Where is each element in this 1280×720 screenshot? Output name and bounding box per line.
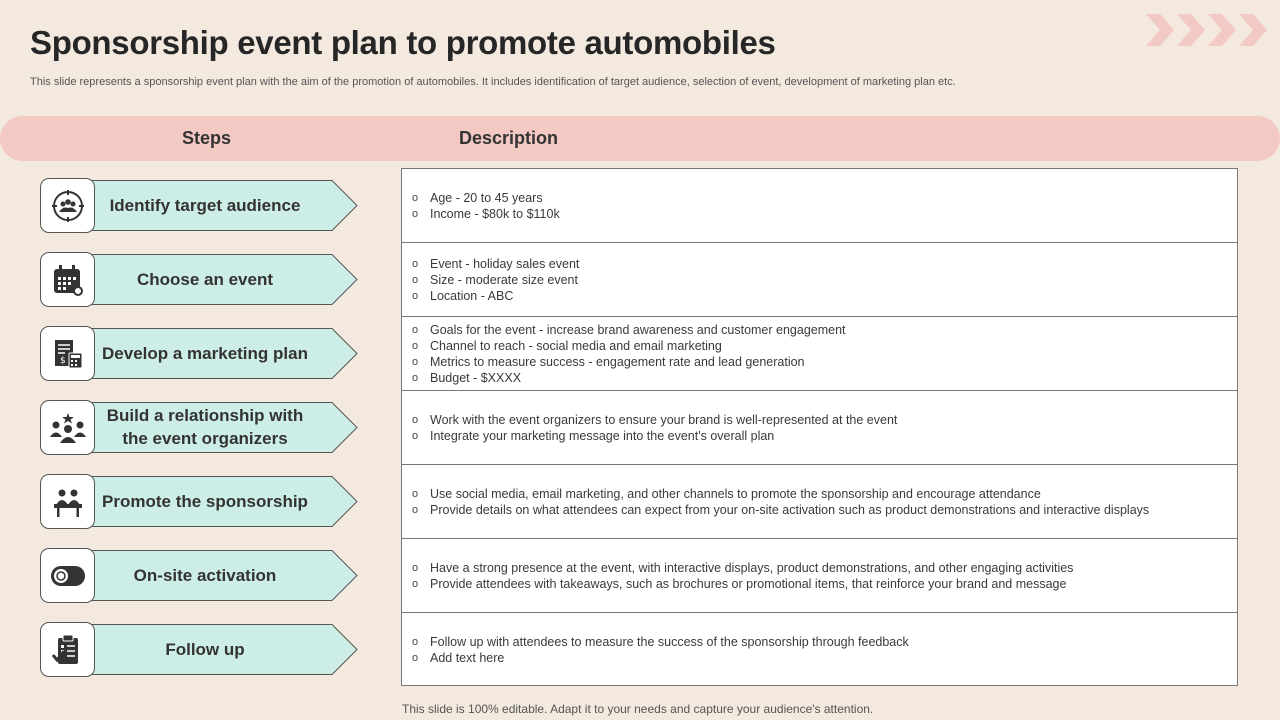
step-build-relationship — [40, 400, 360, 456]
list-item: o Follow up with attendees to measure the success of the sponsorship through feedback — [412, 635, 909, 649]
description-table — [401, 168, 1238, 686]
step-identify-target-audience — [40, 178, 360, 234]
list-item: o Goals for the event - increase brand awareness and customer engagement — [412, 322, 846, 337]
page-title: Sponsorship event plan to promote automobiles — [30, 24, 776, 61]
step-on-site-activation — [40, 548, 360, 604]
table-row — [402, 465, 1237, 539]
budget-document-icon — [40, 326, 95, 381]
list-item: o Budget - $XXXX — [412, 370, 522, 385]
table-row — [402, 613, 1237, 687]
list-item: o Channel to reach - social media and email marketing — [412, 338, 722, 353]
step-label: Promote the sponsorship — [102, 491, 308, 511]
list-item: o Size - moderate size event — [412, 272, 578, 287]
table-row — [402, 317, 1237, 391]
steps-header: Steps — [182, 128, 232, 148]
list-item: o Add text here — [412, 651, 505, 665]
list-item: o Provide attendees with takeaways, such as brochures or promotional items, that reinforce your brand and message — [412, 576, 1067, 591]
description-header: Description — [459, 128, 559, 148]
list-item: o Have a strong presence at the event, with interactive displays, product demonstrations, and other engaging activities — [412, 560, 1074, 575]
decorative-chevrons-icon — [1146, 14, 1270, 46]
checklist-icon — [40, 622, 95, 677]
step-promote-sponsorship — [40, 474, 360, 530]
step-label: Build a relationship with the event organizers — [106, 406, 304, 448]
list-item: o Provide details on what attendees can expect from your on-site activation such as product demonstrations and interactive displays — [412, 502, 1150, 517]
step-follow-up — [40, 622, 360, 678]
table-row — [402, 391, 1237, 465]
page-subtitle: This slide represents a sponsorship event plan with the aim of the promotion of automobiles. It includes identification of target audience, selection of event, development of marketing plan etc. — [30, 76, 956, 88]
list-item: o Income - $80k to $110k — [412, 206, 560, 221]
calendar-icon — [40, 252, 95, 307]
list-item: o Work with the event organizers to ensure your brand is well-represented at the event — [412, 412, 898, 427]
step-label: Follow up — [165, 639, 245, 659]
table-row — [402, 243, 1237, 317]
list-item: o Location - ABC — [412, 288, 514, 303]
step-choose-an-event — [40, 252, 360, 308]
toggle-icon — [40, 548, 95, 603]
table-row — [402, 539, 1237, 613]
meeting-icon — [40, 474, 95, 529]
list-item: o Use social media, email marketing, and other channels to promote the sponsorship and encourage attendance — [412, 486, 1041, 501]
step-label: Develop a marketing plan — [102, 343, 308, 363]
list-item: o Integrate your marketing message into the event's overall plan — [412, 428, 775, 443]
step-develop-marketing-plan — [40, 326, 360, 382]
team-icon — [40, 400, 95, 455]
list-item: o Metrics to measure success - engagement rate and lead generation — [412, 354, 805, 369]
audience-target-icon — [40, 178, 95, 233]
step-label: Identify target audience — [109, 195, 301, 215]
table-row — [402, 169, 1237, 243]
footer-note: This slide is 100% editable. Adapt it to your needs and capture your audience's attention. — [402, 702, 874, 716]
list-item: o Event - holiday sales event — [412, 256, 580, 271]
svg-text:$: $ — [59, 355, 66, 366]
step-label: On-site activation — [133, 565, 277, 585]
list-item: o Age - 20 to 45 years — [412, 190, 543, 205]
step-label: Choose an event — [136, 269, 274, 289]
